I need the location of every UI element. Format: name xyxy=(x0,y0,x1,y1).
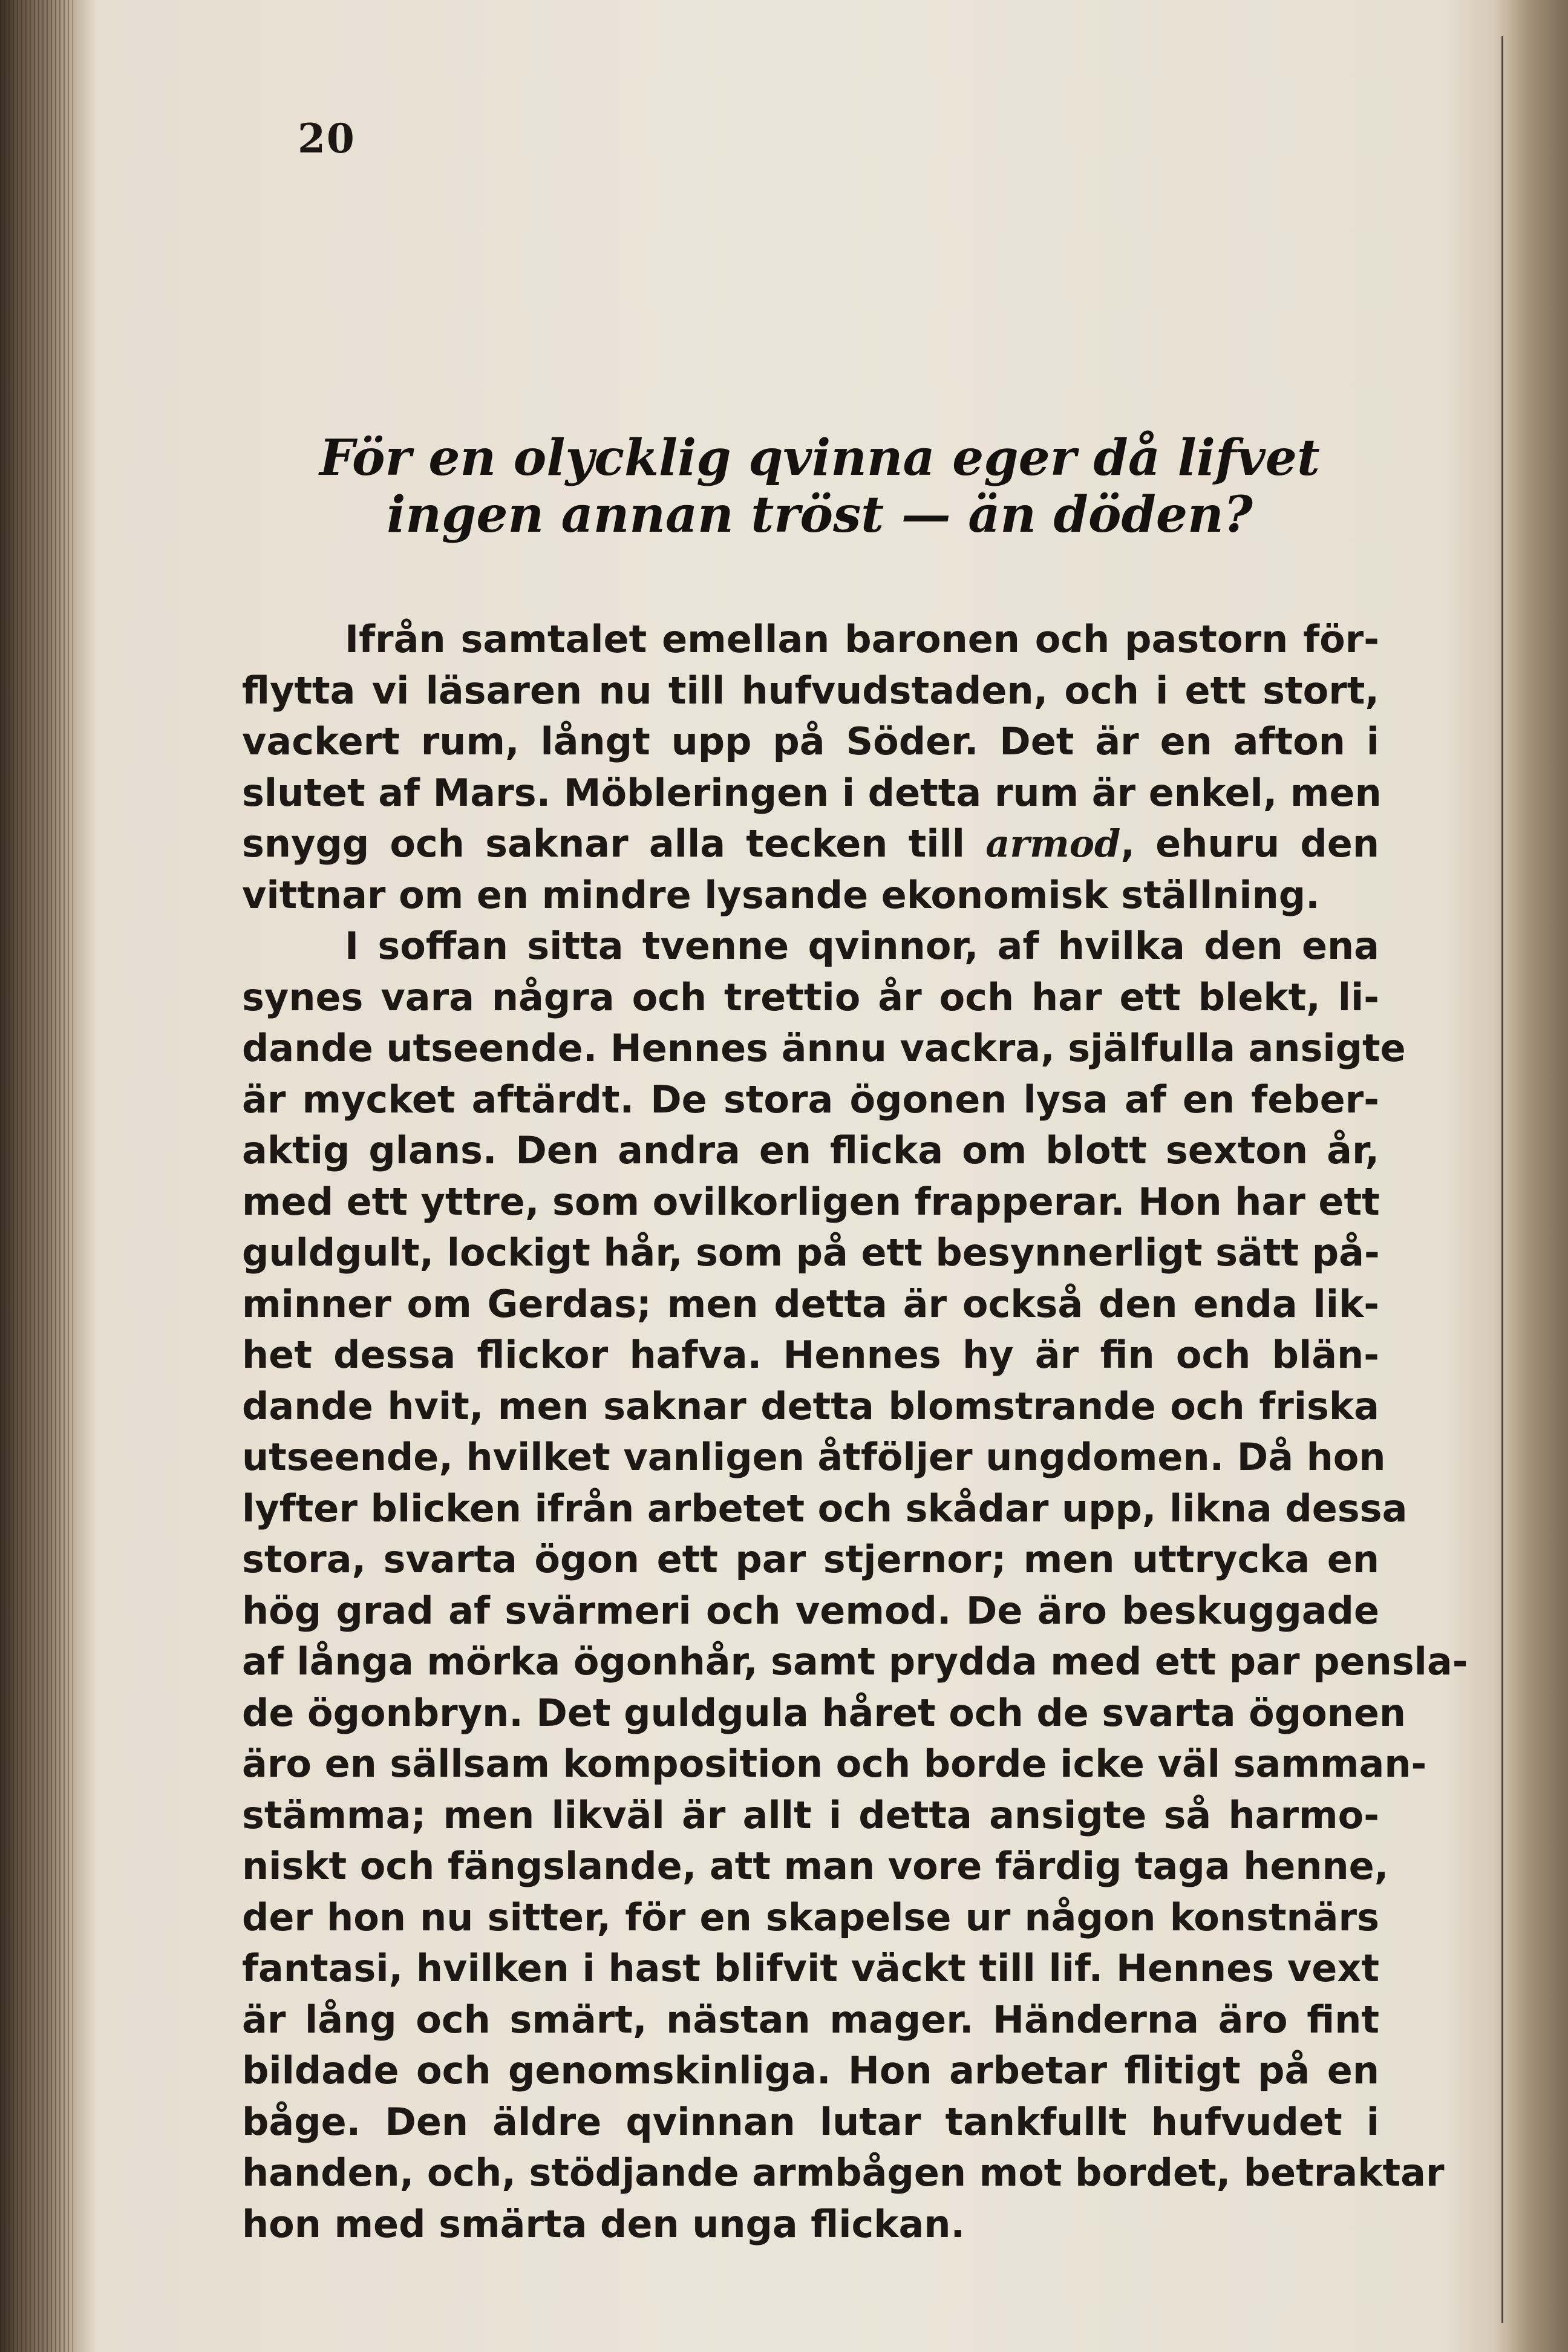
text-line: I soffan sitta tvenne qvinnor, af hvilka den ena xyxy=(345,924,1379,968)
text-line: Ifrån samtalet emellan baronen och pastorn för- xyxy=(345,617,1379,661)
chapter-heading xyxy=(248,430,1391,543)
text-line: aktig glans. Den andra en flicka om blott sexton år, xyxy=(242,1128,1379,1172)
text-line: guldgult, lockigt hår, som på ett besynnerligt sätt på- xyxy=(242,1230,1380,1275)
text-line: dande hvit, men saknar detta blomstrande och friska xyxy=(242,1383,1379,1428)
text-line: fantasi, hvilken i hast blifvit väckt till lif. Hennes vext xyxy=(242,1946,1379,1990)
heading-line: För en olycklig qvinna eger då lifvet xyxy=(319,429,1320,487)
text-line: het dessa flickor hafva. Hennes hy är fin och blän- xyxy=(242,1333,1379,1377)
text-line: synes vara några och trettio år och har ett blekt, li- xyxy=(242,975,1379,1019)
text-line: handen, och, stödjande armbågen mot bordet, betraktar xyxy=(242,2151,1445,2195)
text-line: vittnar om en mindre lysande ekonomisk ställning. xyxy=(242,872,1320,917)
text-line: är lång och smärt, nästan mager. Händerna äro fint xyxy=(242,1997,1379,2042)
right-page-edge xyxy=(1493,0,1568,2352)
text-line: äro en sällsam komposition och borde icke väl samman- xyxy=(242,1742,1427,1786)
text-line xyxy=(242,818,1379,870)
text-line: vackert rum, långt upp på Söder. Det är en afton i xyxy=(242,719,1379,763)
text-line: der hon nu sitter, för en skapelse ur någon konstnärs xyxy=(242,1895,1379,1939)
text-line: minner om Gerdas; men detta är också den enda lik- xyxy=(242,1281,1379,1326)
text-line: med ett yttre, som ovilkorligen frapperar. Hon har ett xyxy=(242,1179,1380,1224)
emphasized-word: armod xyxy=(985,822,1121,866)
body-text xyxy=(242,614,1468,2250)
page-number: 20 xyxy=(298,115,356,162)
text-line: bildade och genomskinliga. Hon arbetar flitigt på en xyxy=(242,2048,1379,2092)
text-segment: , ehuru den xyxy=(1120,822,1379,866)
text-line: flytta vi läsaren nu till hufvudstaden, och i ett stort, xyxy=(242,668,1379,713)
text-line: är mycket aftärdt. De stora ögonen lysa af en feber- xyxy=(242,1077,1379,1122)
text-line: lyfter blicken ifrån arbetet och skådar upp, likna dessa xyxy=(242,1486,1408,1530)
text-line: slutet af Mars. Möbleringen i detta rum är enkel, men xyxy=(242,770,1382,815)
text-line: hon med smärta den unga flickan. xyxy=(242,2201,965,2246)
text-segment: snygg och saknar alla tecken till xyxy=(242,822,986,866)
text-line: de ögonbryn. Det guldgula håret och de svarta ögonen xyxy=(242,1690,1406,1735)
heading-line: ingen annan tröst — än döden? xyxy=(387,486,1253,544)
text-line: båge. Den äldre qvinnan lutar tankfullt hufvudet i xyxy=(242,2099,1379,2144)
text-line: stora, svarta ögon ett par stjernor; men uttrycka en xyxy=(242,1537,1379,1581)
text-line: utseende, hvilket vanligen åtföljer ungdomen. Då hon xyxy=(242,1435,1386,1479)
text-line: hög grad af svärmeri och vemod. De äro beskuggade xyxy=(242,1588,1379,1633)
book-spine-edge xyxy=(0,0,73,2352)
text-line: niskt och fängslande, att man vore färdig taga henne, xyxy=(242,1844,1389,1888)
text-line: dande utseende. Hennes ännu vackra, själfulla ansigte xyxy=(242,1026,1406,1070)
page-fold-line xyxy=(1501,36,1503,2323)
text-line: af långa mörka ögonhår, samt prydda med ett par pensla- xyxy=(242,1639,1468,1684)
text-line: stämma; men likväl är allt i detta ansigte så harmo- xyxy=(242,1792,1379,1837)
